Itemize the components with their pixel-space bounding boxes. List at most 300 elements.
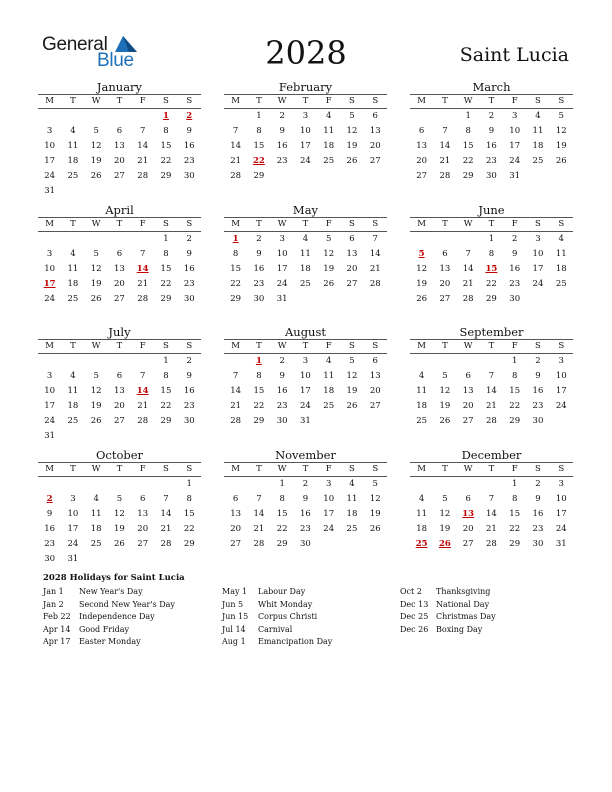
day-grid (38, 477, 201, 567)
weekday-label: T (70, 96, 76, 106)
day-cell: 6 (139, 494, 146, 504)
day-cell: 15 (509, 509, 521, 519)
day-cell: 18 (346, 509, 358, 519)
holiday-name: National Day (436, 599, 490, 609)
day-cell: 2 (488, 111, 495, 121)
day-cell: 3 (279, 234, 285, 244)
holiday-date: Dec 26 (400, 624, 429, 634)
day-cell: 16 (532, 509, 544, 519)
weekday-header (410, 339, 573, 354)
day-cell: 21 (486, 401, 497, 411)
day-cell: 27 (369, 156, 381, 166)
weekday-label: M (231, 341, 240, 351)
day-cell: 14 (486, 509, 497, 519)
weekday-label: M (45, 219, 54, 229)
weekday-label: F (139, 341, 146, 351)
day-cell: 29 (462, 171, 474, 181)
weekday-header (224, 462, 387, 477)
day-cell: 20 (439, 279, 451, 289)
empty-cell (131, 477, 154, 492)
day-cell: 5 (349, 356, 355, 366)
day-cell: 2 (186, 234, 192, 244)
day-cell: 10 (300, 126, 311, 136)
month-name: December (461, 448, 522, 462)
month-name: November (275, 448, 336, 462)
weekday-label: T (442, 341, 448, 351)
holiday-date: Dec 13 (400, 599, 429, 609)
day-cell: 8 (256, 371, 262, 381)
day-grid (410, 109, 573, 184)
day-cell: 13 (439, 264, 451, 274)
day-cell: 22 (509, 524, 521, 534)
weekday-label: T (256, 219, 262, 229)
day-cell: 1 (256, 111, 262, 121)
day-cell: 5 (325, 234, 332, 244)
day-cell: 26 (90, 416, 102, 426)
day-cell: 12 (439, 509, 451, 519)
empty-cell (480, 477, 503, 492)
weekday-label: M (417, 96, 426, 106)
day-cell: 13 (137, 509, 149, 519)
day-cell: 11 (555, 249, 567, 259)
month-november (224, 448, 387, 552)
weekday-label: M (45, 464, 54, 474)
day-cell: 28 (230, 171, 242, 181)
day-cell: 11 (346, 494, 358, 504)
day-cell: 20 (462, 524, 474, 534)
day-cell: 9 (46, 509, 53, 519)
day-cell: 6 (418, 126, 425, 136)
day-cell: 21 (137, 401, 149, 411)
day-cell: 17 (276, 264, 288, 274)
day-cell: 26 (114, 539, 125, 549)
day-cell: 3 (535, 234, 541, 244)
day-cell: 25 (346, 524, 358, 534)
day-cell: 2 (279, 111, 285, 121)
day-cell: 31 (555, 539, 567, 549)
empty-cell (131, 354, 154, 369)
day-cell: 6 (116, 371, 123, 381)
day-cell: 19 (555, 141, 567, 151)
day-cell: 16 (486, 141, 497, 151)
day-grid (38, 354, 201, 444)
page-title-year: 2028 (265, 34, 347, 72)
day-cell: 16 (276, 386, 288, 396)
day-cell: 17 (555, 386, 567, 396)
day-cell: 17 (555, 509, 567, 519)
holiday-item (222, 586, 332, 599)
day-cell: 16 (300, 509, 311, 519)
day-cell: 15 (230, 264, 242, 274)
holiday-item (43, 599, 175, 612)
day-cell: 16 (509, 264, 521, 274)
day-cell: 5 (442, 371, 448, 381)
holiday-day: 14 (136, 386, 149, 396)
holiday-item (400, 611, 496, 624)
day-cell: 22 (183, 524, 195, 534)
weekday-header (224, 94, 387, 109)
day-cell: 4 (418, 494, 425, 504)
day-cell: 18 (90, 524, 102, 534)
day-cell: 13 (462, 386, 474, 396)
day-cell: 21 (253, 524, 265, 534)
day-cell: 2 (186, 356, 192, 366)
day-cell: 23 (44, 539, 56, 549)
holiday-date: Apr 17 (43, 637, 71, 647)
day-cell: 6 (372, 356, 378, 366)
day-cell: 24 (44, 294, 56, 304)
day-cell: 5 (558, 111, 564, 121)
day-cell: 23 (183, 401, 195, 411)
empty-cell (433, 232, 456, 247)
empty-cell (410, 354, 433, 369)
day-cell: 6 (465, 494, 471, 504)
day-cell: 27 (346, 279, 358, 289)
day-cell: 22 (230, 279, 242, 289)
day-cell: 7 (256, 494, 262, 504)
day-cell: 9 (279, 126, 285, 136)
day-cell: 29 (160, 294, 172, 304)
day-cell: 18 (416, 524, 428, 534)
day-cell: 4 (302, 234, 309, 244)
holiday-item (43, 624, 175, 637)
day-cell: 20 (230, 524, 242, 534)
day-cell: 14 (462, 264, 474, 274)
month-name: May (292, 203, 319, 217)
weekday-label: T (256, 341, 262, 351)
weekday-label: S (372, 341, 379, 351)
day-cell: 31 (67, 554, 79, 564)
day-cell: 29 (230, 294, 242, 304)
day-cell: 13 (346, 249, 358, 259)
day-cell: 30 (509, 294, 521, 304)
empty-cell (224, 109, 247, 124)
weekday-label: W (463, 219, 473, 229)
day-cell: 18 (67, 156, 79, 166)
day-cell: 30 (44, 554, 56, 564)
weekday-label: W (91, 464, 101, 474)
day-grid (410, 354, 573, 429)
day-cell: 8 (232, 249, 239, 259)
holiday-day: 14 (136, 264, 149, 274)
holidays-title: 2028 Holidays for Saint Lucia (43, 573, 185, 583)
empty-cell (433, 354, 456, 369)
month-july (38, 325, 201, 444)
day-cell: 7 (139, 371, 146, 381)
weekday-label: F (139, 96, 146, 106)
empty-cell (85, 232, 108, 247)
weekday-label: S (163, 341, 169, 351)
day-cell: 12 (555, 126, 567, 136)
day-cell: 12 (114, 509, 125, 519)
weekday-label: F (139, 464, 146, 474)
day-cell: 10 (44, 386, 56, 396)
day-cell: 28 (462, 294, 474, 304)
empty-cell (457, 232, 480, 247)
weekday-header (410, 217, 573, 232)
weekday-label: S (349, 219, 355, 229)
weekday-label: F (511, 96, 518, 106)
day-cell: 5 (442, 494, 448, 504)
weekday-label: T (302, 219, 309, 229)
day-grid (224, 354, 387, 429)
day-cell: 6 (116, 126, 123, 136)
holiday-item (222, 636, 332, 649)
day-cell: 11 (67, 386, 79, 396)
day-cell: 4 (70, 371, 76, 381)
day-cell: 4 (418, 371, 425, 381)
holiday-date: Jun 15 (222, 612, 249, 622)
day-cell: 21 (230, 401, 242, 411)
day-cell: 7 (232, 371, 239, 381)
day-cell: 27 (462, 539, 474, 549)
holiday-date: Jun 5 (222, 599, 244, 609)
day-cell: 11 (300, 249, 311, 259)
month-name: February (278, 80, 333, 94)
day-cell: 27 (114, 294, 125, 304)
day-cell: 19 (346, 141, 358, 151)
day-cell: 9 (256, 249, 262, 259)
weekday-label: S (558, 219, 565, 229)
day-cell: 31 (44, 431, 56, 441)
day-cell: 1 (488, 234, 495, 244)
weekday-label: S (558, 464, 565, 474)
day-grid (224, 477, 387, 552)
day-cell: 9 (279, 371, 285, 381)
weekday-label: S (349, 96, 355, 106)
day-cell: 6 (442, 249, 448, 259)
day-cell: 24 (300, 401, 311, 411)
holiday-day: 22 (252, 156, 265, 166)
weekday-label: M (417, 464, 426, 474)
day-cell: 14 (253, 509, 265, 519)
holiday-day: 25 (415, 539, 428, 549)
day-cell: 26 (323, 279, 335, 289)
day-cell: 30 (253, 294, 265, 304)
day-cell: 24 (509, 156, 521, 166)
weekday-label: S (372, 96, 379, 106)
month-september (410, 325, 573, 429)
day-cell: 23 (509, 279, 521, 289)
day-cell: 20 (114, 156, 125, 166)
day-cell: 7 (139, 249, 146, 259)
weekday-label: S (558, 341, 565, 351)
holiday-name: Second New Year's Day (79, 599, 175, 609)
day-cell: 19 (114, 524, 125, 534)
weekday-label: M (417, 341, 426, 351)
empty-cell (38, 354, 61, 369)
day-cell: 13 (114, 264, 125, 274)
weekday-label: W (277, 341, 287, 351)
empty-cell (131, 232, 154, 247)
weekday-label: S (163, 96, 169, 106)
day-cell: 23 (486, 156, 497, 166)
holiday-item (400, 599, 496, 612)
day-cell: 28 (230, 416, 242, 426)
day-cell: 28 (486, 539, 497, 549)
day-cell: 21 (439, 156, 451, 166)
holiday-day: 15 (485, 264, 498, 274)
day-cell: 18 (300, 264, 311, 274)
month-name: July (108, 325, 131, 339)
weekday-label: W (277, 219, 287, 229)
holiday-date: Oct 2 (400, 587, 422, 596)
day-cell: 24 (44, 171, 56, 181)
holiday-name: Corpus Christi (258, 612, 318, 622)
day-cell: 20 (416, 156, 428, 166)
day-cell: 18 (323, 141, 335, 151)
day-cell: 22 (160, 279, 172, 289)
day-cell: 22 (276, 524, 288, 534)
holiday-name: Boxing Day (436, 624, 483, 634)
empty-cell (410, 477, 433, 492)
day-cell: 16 (253, 264, 265, 274)
day-cell: 9 (302, 494, 309, 504)
day-cell: 29 (253, 171, 265, 181)
holiday-date: Feb 22 (43, 612, 71, 622)
day-cell: 30 (183, 416, 195, 426)
day-cell: 4 (93, 494, 99, 504)
empty-cell (480, 354, 503, 369)
day-cell: 19 (439, 401, 451, 411)
day-cell: 19 (416, 279, 428, 289)
holiday-name: Good Friday (79, 624, 130, 634)
holiday-name: New Year's Day (79, 587, 143, 596)
day-cell: 7 (139, 126, 146, 136)
weekday-label: T (256, 464, 262, 474)
weekday-label: T (70, 464, 76, 474)
day-cell: 25 (323, 156, 335, 166)
holiday-day: 1 (163, 111, 169, 121)
day-cell: 15 (276, 509, 288, 519)
day-grid (224, 232, 387, 307)
holiday-item (43, 586, 175, 599)
holiday-name: Thanksgiving (436, 587, 491, 596)
day-cell: 21 (137, 279, 149, 289)
day-cell: 9 (186, 371, 192, 381)
day-cell: 4 (70, 126, 76, 136)
day-cell: 3 (302, 356, 309, 366)
day-cell: 28 (439, 171, 451, 181)
weekday-label: F (511, 341, 518, 351)
weekday-label: T (116, 96, 123, 106)
weekday-header (38, 462, 201, 477)
empty-cell (433, 477, 456, 492)
day-cell: 2 (302, 479, 309, 489)
day-cell: 25 (67, 171, 79, 181)
day-cell: 14 (230, 386, 242, 396)
day-cell: 23 (300, 524, 311, 534)
day-cell: 12 (90, 141, 102, 151)
day-cell: 16 (532, 386, 544, 396)
day-cell: 6 (349, 234, 355, 244)
day-cell: 23 (183, 279, 195, 289)
day-cell: 28 (369, 279, 381, 289)
empty-cell (131, 109, 154, 124)
day-cell: 8 (163, 126, 169, 136)
day-cell: 17 (44, 401, 56, 411)
day-cell: 10 (509, 126, 521, 136)
holiday-item (222, 599, 332, 612)
weekday-label: S (349, 341, 355, 351)
day-cell: 27 (137, 539, 149, 549)
day-cell: 24 (67, 539, 79, 549)
holiday-item (222, 624, 332, 637)
day-cell: 21 (369, 264, 381, 274)
day-cell: 19 (90, 401, 102, 411)
weekday-label: F (511, 464, 518, 474)
day-cell: 7 (488, 371, 495, 381)
weekday-label: T (442, 219, 448, 229)
weekday-label: F (325, 341, 332, 351)
day-cell: 25 (67, 416, 79, 426)
day-cell: 15 (160, 386, 172, 396)
empty-cell (247, 477, 270, 492)
month-january (38, 80, 201, 199)
day-cell: 9 (186, 249, 192, 259)
day-cell: 26 (369, 524, 381, 534)
weekday-label: T (116, 464, 123, 474)
day-cell: 22 (509, 401, 521, 411)
day-cell: 22 (160, 401, 172, 411)
day-cell: 21 (462, 279, 474, 289)
day-cell: 7 (488, 494, 495, 504)
day-cell: 22 (160, 156, 172, 166)
day-cell: 14 (230, 141, 242, 151)
weekday-header (38, 94, 201, 109)
day-cell: 17 (300, 141, 311, 151)
month-name: April (105, 203, 134, 217)
day-cell: 15 (253, 141, 265, 151)
day-grid (410, 477, 573, 552)
day-cell: 9 (535, 494, 541, 504)
day-cell: 20 (346, 264, 358, 274)
day-cell: 22 (253, 401, 265, 411)
holiday-date: Aug 1 (222, 637, 246, 647)
weekday-label: S (349, 464, 355, 474)
empty-cell (224, 477, 247, 492)
weekday-label: F (511, 219, 518, 229)
day-cell: 10 (67, 509, 79, 519)
day-cell: 25 (416, 416, 428, 426)
holiday-item (400, 586, 496, 599)
empty-cell (61, 109, 84, 124)
day-cell: 3 (46, 126, 53, 136)
empty-cell (108, 232, 131, 247)
day-cell: 8 (279, 494, 285, 504)
day-cell: 18 (323, 386, 335, 396)
holiday-day: 2 (46, 494, 53, 504)
day-cell: 11 (416, 386, 428, 396)
month-august (224, 325, 387, 429)
holiday-item (43, 636, 175, 649)
logo-text-blue: Blue (97, 50, 134, 71)
holiday-day: 26 (438, 539, 451, 549)
day-cell: 11 (67, 141, 79, 151)
day-cell: 28 (137, 294, 149, 304)
day-cell: 18 (532, 141, 544, 151)
month-march (410, 80, 573, 184)
day-cell: 27 (462, 416, 474, 426)
day-cell: 12 (439, 386, 451, 396)
day-cell: 24 (44, 416, 56, 426)
weekday-label: S (558, 96, 565, 106)
day-cell: 10 (532, 249, 544, 259)
weekday-header (410, 94, 573, 109)
day-cell: 5 (93, 249, 99, 259)
weekday-label: W (277, 96, 287, 106)
day-cell: 4 (535, 111, 541, 121)
